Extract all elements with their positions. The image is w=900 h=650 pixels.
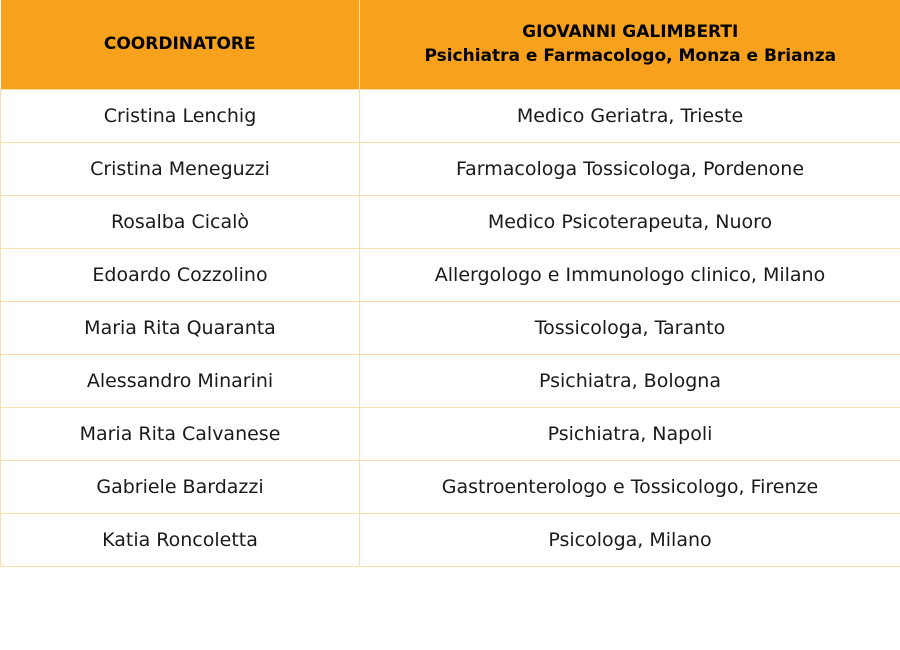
table-row bbox=[1, 460, 900, 513]
member-role: Tossicologa, Taranto bbox=[360, 301, 900, 354]
member-role: Psichiatra, Napoli bbox=[360, 407, 900, 460]
member-role: Allergologo e Immunologo clinico, Milano bbox=[360, 248, 900, 301]
table-row bbox=[1, 407, 900, 460]
member-name: Gabriele Bardazzi bbox=[1, 460, 360, 513]
member-role: Farmacologa Tossicologa, Pordenone bbox=[360, 142, 900, 195]
member-name: Cristina Lenchig bbox=[1, 89, 360, 142]
member-role: Psicologa, Milano bbox=[360, 513, 900, 566]
header-coordinator-name bbox=[360, 0, 900, 89]
member-name: Edoardo Cozzolino bbox=[1, 248, 360, 301]
member-name: Katia Roncoletta bbox=[1, 513, 360, 566]
member-name: Alessandro Minarini bbox=[1, 354, 360, 407]
member-role: Gastroenterologo e Tossicologo, Firenze bbox=[360, 460, 900, 513]
member-role: Medico Geriatra, Trieste bbox=[360, 89, 900, 142]
header-row bbox=[1, 0, 900, 89]
member-name: Maria Rita Calvanese bbox=[1, 407, 360, 460]
coordinator-name: GIOVANNI GALIMBERTI bbox=[522, 22, 739, 43]
member-role: Medico Psicoterapeuta, Nuoro bbox=[360, 195, 900, 248]
member-name: Maria Rita Quaranta bbox=[1, 301, 360, 354]
table-row bbox=[1, 195, 900, 248]
table-row bbox=[1, 89, 900, 142]
table-body bbox=[1, 89, 900, 566]
member-role: Psichiatra, Bologna bbox=[360, 354, 900, 407]
member-name: Rosalba Cicalò bbox=[1, 195, 360, 248]
table-row bbox=[1, 301, 900, 354]
table-row bbox=[1, 142, 900, 195]
header-coordinatore: COORDINATORE bbox=[1, 0, 360, 89]
table-row bbox=[1, 248, 900, 301]
table-row bbox=[1, 354, 900, 407]
member-name: Cristina Meneguzzi bbox=[1, 142, 360, 195]
coordinator-role: Psichiatra e Farmacologo, Monza e Brianza bbox=[424, 46, 837, 67]
table-row bbox=[1, 513, 900, 566]
table-header bbox=[1, 0, 900, 89]
